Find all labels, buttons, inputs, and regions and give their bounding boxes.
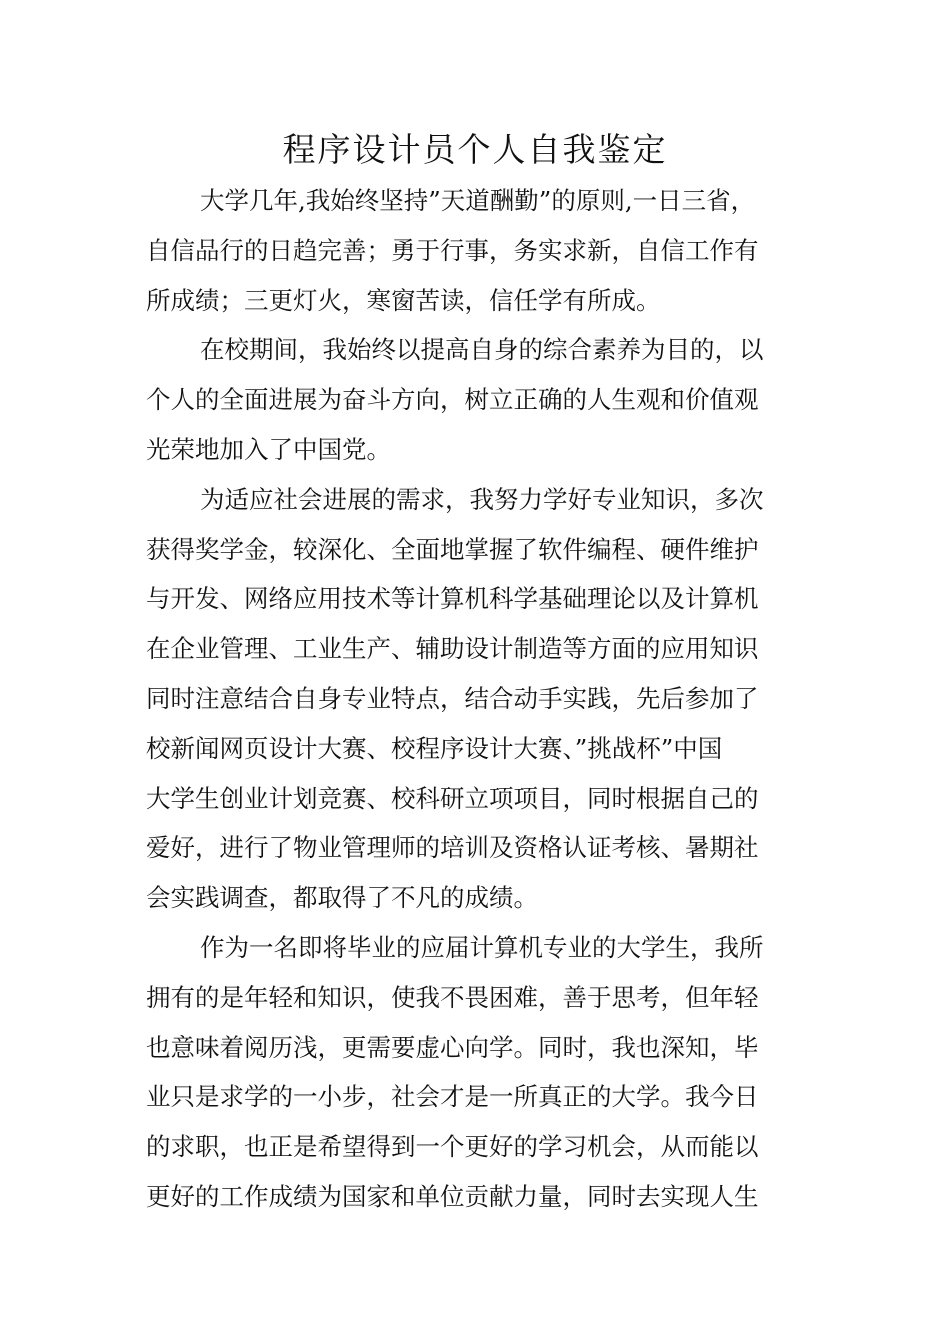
paragraph-line: 个人的全面进展为奋斗方向，树立正确的人生观和价值观: [146, 385, 759, 415]
paragraph-line: 爱好，进行了物业管理师的培训及资格认证考核、暑期社: [146, 833, 759, 863]
paragraph-3: [146, 475, 808, 923]
paragraph-line: 业只是求学的一小步，社会才是一所真正的大学。我今日: [146, 1082, 759, 1112]
paragraph-line: 在企业管理、工业生产、辅助设计制造等方面的应用知识: [146, 634, 759, 664]
paragraph-1: [146, 176, 808, 325]
paragraph-line: 也意味着阅历浅，更需要虚心向学。同时，我也深知，毕: [146, 1032, 759, 1062]
paragraph-line: 获得奖学金，较深化、全面地掌握了软件编程、硬件维护: [146, 534, 759, 564]
paragraph-4: [146, 923, 808, 1222]
paragraph-line: 大学生创业计划竞赛、校科研立项项目，同时根据自己的: [146, 783, 759, 813]
document-title: 程序设计员个人自我鉴定: [282, 130, 668, 169]
paragraph-line: 为适应社会进展的需求，我努力学好专业知识，多次: [200, 484, 764, 514]
paragraph-line: 在校期间，我始终以提高自身的综合素养为目的，以: [200, 335, 764, 365]
paragraph-line: 所成绩；三更灯火，寒窗苦读，信任学有所成。: [146, 285, 661, 315]
paragraph-2: [146, 325, 808, 474]
paragraph-line: 自信品行的日趋完善；勇于行事，务实求新，自信工作有: [146, 235, 759, 265]
paragraph-line: 校新闻网页设计大赛、校程序设计大赛、”挑战杯”中国: [146, 733, 723, 763]
paragraph-line: 光荣地加入了中国党。: [146, 434, 391, 464]
document-body: [146, 176, 808, 1222]
paragraph-line: 更好的工作成绩为国家和单位贡献力量，同时去实现人生: [146, 1181, 759, 1211]
paragraph-line: 会实践调查，都取得了不凡的成绩。: [146, 883, 538, 913]
paragraph-line: 的求职，也正是希望得到一个更好的学习机会，从而能以: [146, 1132, 759, 1162]
paragraph-line: 作为一名即将毕业的应届计算机专业的大学生，我所: [200, 932, 764, 962]
paragraph-line: 拥有的是年轻和知识，使我不畏困难，善于思考，但年轻: [146, 982, 759, 1012]
paragraph-line: 同时注意结合自身专业特点，结合动手实践，先后参加了: [146, 683, 759, 713]
paragraph-line: 大学几年,我始终坚持”天道酬勤”的原则,一日三省，: [200, 186, 756, 215]
paragraph-line: 与开发、网络应用技术等计算机科学基础理论以及计算机: [146, 584, 759, 614]
